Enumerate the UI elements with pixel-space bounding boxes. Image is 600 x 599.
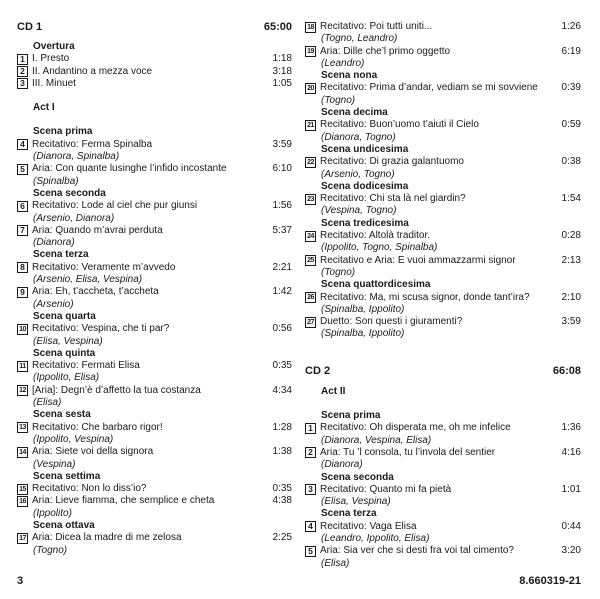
cast-list: (Ippolito) bbox=[33, 507, 72, 519]
track-number-box: 21 bbox=[305, 120, 316, 131]
track-row bbox=[305, 484, 581, 496]
track-row bbox=[305, 292, 581, 304]
track-row bbox=[17, 78, 292, 90]
track-number-box: 27 bbox=[305, 317, 316, 328]
cast-list: (Togno) bbox=[321, 94, 356, 106]
track-title: I. Presto bbox=[32, 53, 70, 65]
cast-list: (Arsenio) bbox=[33, 298, 74, 310]
track-number-box: 18 bbox=[305, 22, 316, 33]
track-row bbox=[17, 385, 292, 397]
cast-list: (Spinalba, Ippolito) bbox=[321, 328, 405, 340]
track-row bbox=[305, 156, 581, 168]
track-title: Recitativo: Ma, mi scusa signor, donde tant’ira? bbox=[320, 291, 530, 303]
track-title: Recitativo: Non lo diss’io? bbox=[32, 483, 147, 495]
track-duration: 0:28 bbox=[561, 230, 581, 242]
track-number-box: 9 bbox=[17, 287, 28, 298]
track-number-box: 3 bbox=[17, 78, 28, 89]
track-row bbox=[17, 446, 292, 458]
spacer bbox=[17, 114, 292, 126]
scene-heading: Scena undicesima bbox=[321, 143, 409, 155]
track-duration: 1:38 bbox=[272, 446, 292, 458]
track-title: Recitativo: Oh disperata me, oh me infelice bbox=[320, 422, 511, 434]
track-number-box: 12 bbox=[17, 385, 28, 396]
track-row bbox=[305, 545, 581, 557]
cd2-header bbox=[305, 366, 581, 378]
scene-heading: Scena ottava bbox=[33, 519, 95, 531]
track-number-box: 1 bbox=[17, 54, 28, 65]
track-title: Recitativo: Che barbaro rigor! bbox=[32, 421, 163, 433]
cast-list: (Leandro, Ippolito, Elisa) bbox=[321, 532, 430, 544]
track-duration: 6:19 bbox=[561, 45, 581, 57]
track-duration: 0:35 bbox=[272, 360, 292, 372]
track-row bbox=[17, 422, 292, 434]
cast-list: (Dianora) bbox=[33, 237, 75, 249]
scene-heading: Scena settima bbox=[33, 470, 101, 482]
cast-list: (Elisa, Vespina) bbox=[33, 335, 103, 347]
catalogue-number: 8.660319-21 bbox=[519, 575, 581, 587]
track-number-box: 1 bbox=[305, 423, 316, 434]
track-title: Aria: Tu ’l consola, tu l’invola del sentier bbox=[320, 446, 496, 458]
track-row bbox=[305, 230, 581, 242]
spacer bbox=[17, 90, 292, 102]
track-row bbox=[17, 483, 292, 495]
track-title: Aria: Lieve fiamma, che semplice e cheta bbox=[32, 495, 215, 507]
track-row bbox=[17, 225, 292, 237]
track-duration: 1:18 bbox=[272, 53, 292, 65]
cast-list: (Elisa, Vespina) bbox=[321, 496, 391, 508]
right-column bbox=[305, 0, 581, 570]
track-row bbox=[17, 360, 292, 372]
track-number-box: 25 bbox=[305, 255, 316, 266]
cast-list: (Arsenio, Dianora) bbox=[33, 212, 115, 224]
scene-heading: Scena dodicesima bbox=[321, 180, 409, 192]
cast-list: (Ippolito, Elisa) bbox=[33, 372, 100, 384]
cast-list: (Arsenio, Elisa, Vespina) bbox=[33, 274, 143, 286]
track-title: Aria: Siete voi della signora bbox=[32, 446, 154, 458]
cast-list: (Vespina, Togno) bbox=[321, 205, 397, 217]
cast-list: (Togno) bbox=[33, 544, 68, 556]
track-title: [Aria]: Degn’è d’affetto la tua costanza bbox=[32, 384, 201, 396]
scene-heading: Scena quattordicesima bbox=[321, 279, 431, 291]
track-duration: 3:59 bbox=[272, 138, 292, 150]
track-title: Recitativo e Aria: E vuoi ammazzarmi signor bbox=[320, 254, 516, 266]
track-number-box: 15 bbox=[17, 484, 28, 495]
track-title: Recitativo: Prima d’andar, vediam se mi sovviene bbox=[320, 82, 538, 94]
track-row bbox=[17, 286, 292, 298]
track-duration: 3:20 bbox=[561, 545, 581, 557]
track-title: II. Andantino a mezza voce bbox=[32, 65, 153, 77]
scene-heading: Scena seconda bbox=[33, 187, 106, 199]
track-number-box: 13 bbox=[17, 422, 28, 433]
cd1-total-duration: 65:00 bbox=[263, 20, 292, 33]
track-duration: 1:01 bbox=[561, 483, 581, 495]
track-row bbox=[305, 193, 581, 205]
track-title: Recitativo: Poi tutti uniti... bbox=[320, 21, 433, 32]
track-number-box: 23 bbox=[305, 194, 316, 205]
track-duration: 3:59 bbox=[561, 316, 581, 328]
track-number-box: 16 bbox=[17, 496, 28, 507]
track-number-box: 4 bbox=[305, 521, 316, 532]
track-duration: 2:25 bbox=[272, 532, 292, 544]
cast-list: (Dianora) bbox=[321, 459, 363, 471]
track-number-box: 2 bbox=[305, 447, 316, 458]
track-duration: 3:18 bbox=[272, 65, 292, 77]
track-title: Aria: Eh, t’accheta, t’accheta bbox=[32, 286, 159, 298]
scene-heading: Scena nona bbox=[321, 70, 378, 82]
track-duration: 1:42 bbox=[272, 286, 292, 298]
spacer bbox=[17, 33, 292, 41]
cd1-track-list-part1 bbox=[17, 33, 292, 557]
track-title: Recitativo: Altolà traditor. bbox=[320, 230, 431, 242]
cast-list: (Leandro) bbox=[321, 57, 365, 69]
cast-list: (Ippolito, Togno, Spinalba) bbox=[321, 242, 438, 254]
scene-heading: Scena sesta bbox=[33, 409, 91, 421]
track-row bbox=[17, 495, 292, 507]
scene-heading: Overtura bbox=[33, 41, 75, 52]
track-duration: 0:38 bbox=[561, 156, 581, 168]
track-number-box: 22 bbox=[305, 157, 316, 168]
track-number-box: 3 bbox=[305, 484, 316, 495]
track-duration: 1:56 bbox=[272, 200, 292, 212]
track-title: Aria: Con quante lusinghe l’infido incostante bbox=[32, 163, 227, 175]
cast-list: (Dianora, Togno) bbox=[321, 131, 396, 143]
track-number-box: 11 bbox=[17, 361, 28, 372]
track-title: Aria: Dicea la madre di me zelosa bbox=[32, 532, 182, 544]
scene-heading: Scena prima bbox=[321, 410, 381, 422]
left-column bbox=[17, 0, 292, 557]
track-row bbox=[305, 422, 581, 434]
cd2-total-duration: 66:08 bbox=[552, 365, 581, 378]
scene-heading: Scena tredicesima bbox=[321, 217, 409, 229]
cast-list: (Arsenio, Togno) bbox=[321, 168, 395, 180]
track-title: Recitativo: Chi sta là nel giardin? bbox=[320, 193, 466, 205]
track-title: Recitativo: Fermati Elisa bbox=[32, 360, 140, 372]
track-duration: 0:35 bbox=[272, 483, 292, 495]
track-row bbox=[305, 521, 581, 533]
cast-list: (Dianora, Spinalba) bbox=[33, 151, 120, 163]
track-title: Aria: Quando m’avrai perduta bbox=[32, 224, 163, 236]
cd1-header bbox=[17, 21, 292, 33]
track-duration: 1:28 bbox=[272, 421, 292, 433]
track-duration: 1:05 bbox=[272, 77, 292, 89]
spacer bbox=[305, 378, 581, 386]
track-title: Recitativo: Vaga Elisa bbox=[320, 520, 417, 532]
track-title: Recitativo: Veramente m’avvedo bbox=[32, 261, 176, 273]
track-row bbox=[17, 262, 292, 274]
track-number-box: 26 bbox=[305, 292, 316, 303]
track-number-box: 5 bbox=[17, 164, 28, 175]
cast-list: (Togno, Leandro) bbox=[321, 33, 398, 45]
track-title: Duetto: Son questi i giuramenti? bbox=[320, 316, 463, 328]
track-duration: 6:10 bbox=[272, 163, 292, 175]
cast-list: (Spinalba) bbox=[33, 175, 79, 187]
track-number-box: 14 bbox=[17, 447, 28, 458]
scene-heading: Scena terza bbox=[321, 508, 377, 520]
track-duration: 4:38 bbox=[272, 495, 292, 507]
track-title: Recitativo: Buon’uomo t’aiuti il Cielo bbox=[320, 119, 479, 131]
track-duration: 0:56 bbox=[272, 323, 292, 335]
track-number-box: 6 bbox=[17, 201, 28, 212]
track-duration: 0:44 bbox=[561, 520, 581, 532]
track-row bbox=[305, 316, 581, 328]
track-title: Aria: Sia ver che si desti fra voi tal cimento? bbox=[320, 545, 514, 557]
cast-list: (Togno) bbox=[321, 266, 356, 278]
track-duration: 2:13 bbox=[561, 254, 581, 266]
track-title: Recitativo: Lode al ciel che pur giunsi bbox=[32, 200, 198, 212]
track-duration: 2:21 bbox=[272, 261, 292, 273]
track-duration: 0:59 bbox=[561, 119, 581, 131]
track-row bbox=[305, 46, 581, 58]
track-duration: 4:34 bbox=[272, 384, 292, 396]
track-title: Aria: Dille che’l primo oggetto bbox=[320, 45, 451, 57]
track-duration: 1:36 bbox=[561, 422, 581, 434]
cd2-track-list bbox=[305, 378, 581, 570]
track-row bbox=[17, 323, 292, 335]
cd1-label: CD 1 bbox=[17, 20, 43, 33]
track-row bbox=[17, 139, 292, 151]
page-number: 3 bbox=[17, 575, 24, 587]
track-row bbox=[305, 447, 581, 459]
track-row bbox=[17, 200, 292, 212]
track-title: III. Minuet bbox=[32, 77, 76, 89]
track-row bbox=[17, 532, 292, 544]
track-title: Recitativo: Vespina, che ti par? bbox=[32, 323, 170, 335]
track-duration: 2:10 bbox=[561, 291, 581, 303]
act-heading: Act I bbox=[33, 102, 55, 114]
track-duration: 1:54 bbox=[561, 193, 581, 205]
track-row bbox=[305, 119, 581, 131]
track-number-box: 19 bbox=[305, 46, 316, 57]
track-number-box: 10 bbox=[17, 324, 28, 335]
cast-list: (Elisa) bbox=[33, 397, 62, 409]
cast-list: (Spinalba, Ippolito) bbox=[321, 303, 405, 315]
track-row bbox=[17, 66, 292, 78]
track-title: Recitativo: Di grazia galantuomo bbox=[320, 156, 464, 168]
cast-list: (Elisa) bbox=[321, 557, 350, 569]
track-number-box: 2 bbox=[17, 66, 28, 77]
scene-heading: Scena prima bbox=[33, 126, 93, 138]
track-row bbox=[17, 163, 292, 175]
track-number-box: 24 bbox=[305, 231, 316, 242]
scene-heading: Scena terza bbox=[33, 249, 89, 261]
scene-heading: Scena quinta bbox=[33, 347, 96, 359]
track-number-box: 5 bbox=[305, 546, 316, 557]
scene-heading: Scena seconda bbox=[321, 471, 394, 483]
track-duration: 0:39 bbox=[561, 82, 581, 94]
act-heading: Act II bbox=[321, 385, 346, 397]
cast-list: (Ippolito, Vespina) bbox=[33, 433, 114, 445]
track-duration: 4:16 bbox=[561, 446, 581, 458]
track-number-box: 7 bbox=[17, 225, 28, 236]
scene-heading: Scena decima bbox=[321, 107, 388, 119]
track-number-box: 20 bbox=[305, 83, 316, 94]
cd1-track-list-part2 bbox=[305, 21, 581, 341]
track-duration: 5:37 bbox=[272, 224, 292, 236]
track-number-box: 4 bbox=[17, 139, 28, 150]
track-title: Recitativo: Ferma Spinalba bbox=[32, 138, 153, 150]
track-row bbox=[17, 53, 292, 65]
spacer bbox=[305, 398, 581, 410]
scene-heading: Scena quarta bbox=[33, 310, 96, 322]
cd2-label: CD 2 bbox=[305, 365, 331, 378]
cast-list: (Dianora, Vespina, Elisa) bbox=[321, 434, 432, 446]
track-row bbox=[305, 255, 581, 267]
track-duration: 1:26 bbox=[561, 21, 581, 32]
track-row bbox=[305, 82, 581, 94]
track-row bbox=[305, 21, 581, 33]
track-title: Recitativo: Quanto mi fa pietà bbox=[320, 483, 452, 495]
track-number-box: 8 bbox=[17, 262, 28, 273]
track-number-box: 17 bbox=[17, 533, 28, 544]
cast-list: (Vespina) bbox=[33, 458, 76, 470]
